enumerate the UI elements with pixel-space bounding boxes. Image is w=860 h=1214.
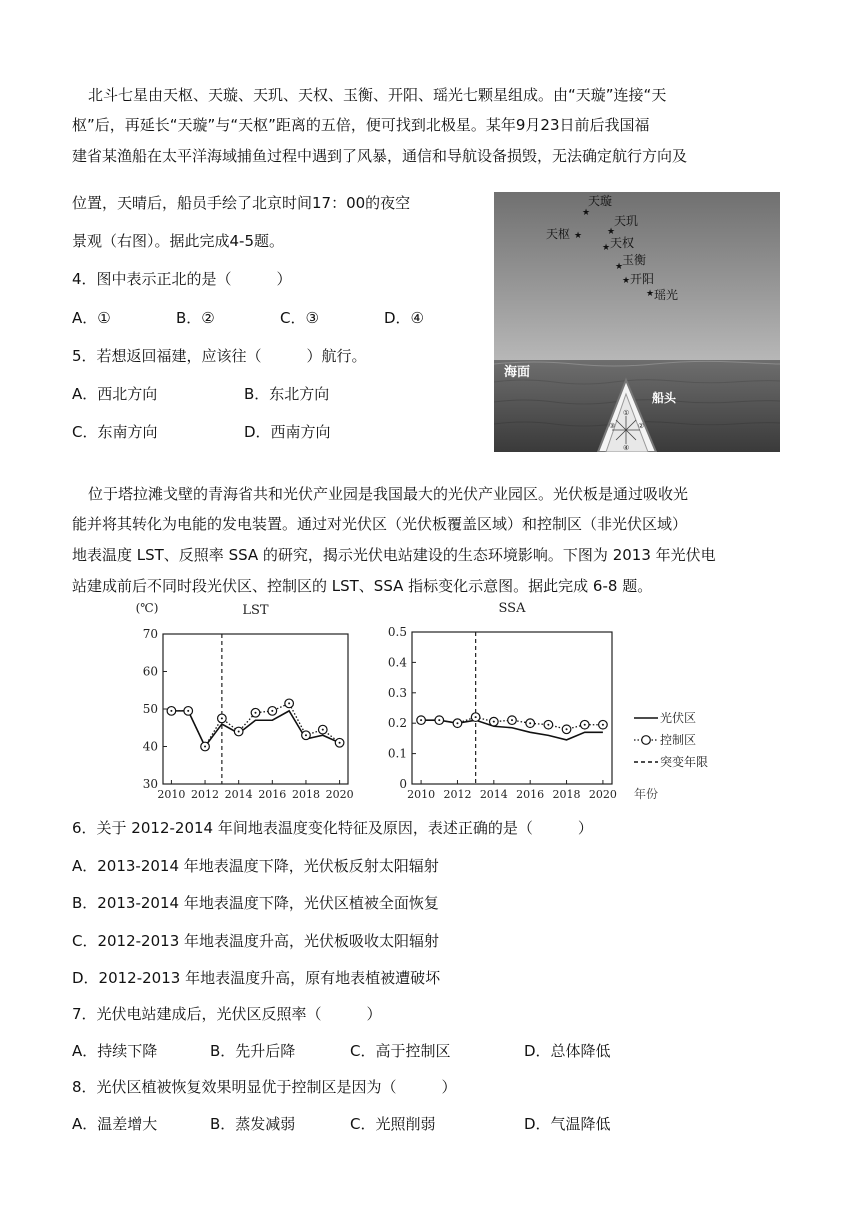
series-point-control-dot xyxy=(170,710,172,712)
series-point-control-dot xyxy=(322,729,324,731)
series-point-control-dot xyxy=(584,724,586,726)
q5-option-b[interactable]: B．东北方向 xyxy=(244,385,330,403)
series-point-control-dot xyxy=(438,719,440,721)
x-tick-label: 2012 xyxy=(443,788,472,801)
star-icon: ★ xyxy=(607,227,616,237)
series-point-control-dot xyxy=(456,722,458,724)
passage1-line3: 建省某渔船在太平洋海域捕鱼过程中遇到了风暴，通信和导航设备损毁，无法确定航行方向及 xyxy=(72,147,688,165)
q7-option-c[interactable]: C．高于控制区 xyxy=(350,1042,451,1060)
q7-stem: 7．光伏电站建成后，光伏区反照率（ ） xyxy=(72,1005,382,1023)
passage1-line4: 位置，天晴后，船员手绘了北京时间17：00的夜空 xyxy=(72,194,411,212)
legend-marker-control xyxy=(642,736,651,745)
y-tick-label: 0.3 xyxy=(387,685,407,700)
q5-option-a[interactable]: A．西北方向 xyxy=(72,385,158,403)
x-tick-label: 2016 xyxy=(258,788,287,801)
series-point-control-dot xyxy=(475,716,477,718)
star-icon: ★ xyxy=(582,208,591,218)
x-tick-label: 2018 xyxy=(291,788,320,801)
star-icon: ★ xyxy=(646,289,655,299)
legend-label-breakpoint: 突变年限 xyxy=(660,755,709,769)
sea-label: 海面 xyxy=(504,365,531,380)
x-tick-label: 2010 xyxy=(407,788,436,801)
q8-stem: 8．光伏区植被恢复效果明显优于控制区是因为（ ） xyxy=(72,1078,457,1096)
series-point-control-dot xyxy=(529,722,531,724)
passage2-line3: 地表温度 LST、反照率 SSA 的研究，揭示光伏电站建设的生态环境影响。下图为 2013 年光伏电 xyxy=(72,546,716,564)
legend-label-control: 控制区 xyxy=(660,733,697,747)
star-label-tianxuan: 天璇 xyxy=(588,194,613,208)
y-tick-label: 0 xyxy=(399,777,407,791)
y-tick-label: 70 xyxy=(142,627,158,641)
y-tick-label: 0.2 xyxy=(387,716,407,731)
series-point-control-dot xyxy=(493,721,495,723)
q6-option-d[interactable]: D．2012-2013 年地表温度升高，原有地表植被遭破坏 xyxy=(72,969,441,987)
x-tick-label: 2020 xyxy=(325,788,354,801)
chart-ssa xyxy=(412,632,658,784)
series-point-control-dot xyxy=(305,734,307,736)
passage2-line4: 站建成前后不同时段光伏区、控制区的 LST、SSA 指标变化示意图。据此完成 6-8 题。 xyxy=(72,577,653,595)
q6-option-b[interactable]: B．2013-2014 年地表温度下降，光伏区植被全面恢复 xyxy=(72,894,439,912)
x-tick-label: 2016 xyxy=(516,788,545,801)
passage2-line2: 能并将其转化为电能的发电装置。通过对光伏区（光伏板覆盖区域）和控制区（非光伏区域） xyxy=(72,515,688,533)
q6-stem: 6．关于 2012-2014 年间地表温度变化特征及原因，表述正确的是（ ） xyxy=(72,819,593,837)
y-tick-label: 50 xyxy=(142,702,158,716)
series-point-control-dot xyxy=(547,724,549,726)
passage1-line1: 北斗七星由天枢、天璇、天玑、天权、玉衡、开阳、瑶光七颗星组成。由“天璇”连接“天 xyxy=(88,86,667,104)
q7-option-d[interactable]: D．总体降低 xyxy=(524,1042,611,1060)
star-icon: ★ xyxy=(574,231,583,241)
series-point-control-dot xyxy=(238,731,240,733)
series-point-control-dot xyxy=(271,710,273,712)
x-tick-label: 2014 xyxy=(479,788,508,801)
chart-title: SSA xyxy=(498,601,526,616)
q8-option-a[interactable]: A．温差增大 xyxy=(72,1115,158,1133)
y-tick-label: 60 xyxy=(142,664,158,679)
passage1-line2: 枢”后，再延长“天璇”与“天枢”距离的五倍，便可找到北极星。某年9月23日前后我国福 xyxy=(72,116,650,134)
series-point-control-dot xyxy=(602,724,604,726)
lst-ssa-charts xyxy=(120,598,740,808)
plot-frame xyxy=(412,632,612,784)
q5-stem: 5．若想返回福建，应该往（ ）航行。 xyxy=(72,347,367,365)
star-icon: ★ xyxy=(602,243,611,253)
star-label-yuheng: 玉衡 xyxy=(622,253,647,267)
q5-option-c[interactable]: C．东南方向 xyxy=(72,423,158,441)
x-axis-label: 年份 xyxy=(634,787,659,801)
q4-option-b[interactable]: B．② xyxy=(176,309,215,327)
y-tick-label: 30 xyxy=(142,777,158,791)
series-point-control-dot xyxy=(339,742,341,744)
compass-mark-2: ② xyxy=(638,422,645,430)
series-point-control-dot xyxy=(221,717,223,719)
star-icon: ★ xyxy=(615,262,624,272)
y-tick-label: 40 xyxy=(142,739,158,754)
chart-title: LST xyxy=(242,603,269,618)
x-tick-label: 2012 xyxy=(191,788,220,801)
q6-option-c[interactable]: C．2012-2013 年地表温度升高，光伏板吸收太阳辐射 xyxy=(72,932,440,950)
star-label-tianshu: 天枢 xyxy=(546,227,571,241)
q4-stem: 4．图中表示正北的是（ ） xyxy=(72,270,292,288)
x-tick-label: 2018 xyxy=(552,788,581,801)
series-point-control-dot xyxy=(511,719,513,721)
chart-lst xyxy=(163,634,348,784)
q5-option-d[interactable]: D．西南方向 xyxy=(244,423,331,441)
star-label-tianji: 天玑 xyxy=(614,214,639,228)
series-point-control-dot xyxy=(566,728,568,730)
x-tick-label: 2014 xyxy=(224,788,253,801)
series-point-control-dot xyxy=(420,719,422,721)
series-point-control-dot xyxy=(255,712,257,714)
series-point-control-dot xyxy=(288,702,290,704)
q4-option-a[interactable]: A．① xyxy=(72,309,111,327)
y-tick-label: 0.4 xyxy=(387,655,407,670)
q7-option-b[interactable]: B．先升后降 xyxy=(210,1042,296,1060)
y-tick-label: 0.1 xyxy=(387,746,407,761)
q8-option-b[interactable]: B．蒸发减弱 xyxy=(210,1115,296,1133)
night-sky-figure xyxy=(494,192,780,452)
q8-option-d[interactable]: D．气温降低 xyxy=(524,1115,611,1133)
series-point-control-dot xyxy=(187,710,189,712)
bow-label: 船头 xyxy=(652,391,677,405)
legend-label-pv: 光伏区 xyxy=(660,711,697,725)
star-label-yaoguang: 瑶光 xyxy=(654,288,679,302)
passage2-line1: 位于塔拉滩戈壁的青海省共和光伏产业园是我国最大的光伏产业园区。光伏板是通过吸收光 xyxy=(88,485,689,503)
y-tick-label: 0.5 xyxy=(387,625,407,639)
compass-mark-3: ③ xyxy=(609,422,616,430)
compass-icon xyxy=(612,416,640,444)
q8-option-c[interactable]: C．光照削弱 xyxy=(350,1115,436,1133)
star-label-tianquan: 天权 xyxy=(610,236,635,250)
compass-mark-1: ① xyxy=(623,409,630,417)
compass-mark-4: ④ xyxy=(623,444,630,452)
star-icon: ★ xyxy=(622,276,631,286)
series-point-control-dot xyxy=(204,746,206,748)
q7-option-a[interactable]: A．持续下降 xyxy=(72,1042,158,1060)
x-tick-label: 2010 xyxy=(157,788,186,801)
q4-option-d[interactable]: D．④ xyxy=(384,309,424,327)
x-tick-label: 2020 xyxy=(588,788,617,801)
q6-option-a[interactable]: A．2013-2014 年地表温度下降，光伏板反射太阳辐射 xyxy=(72,857,439,875)
star-label-kaiyang: 开阳 xyxy=(630,272,655,286)
passage1-line5: 景观（右图）。据此完成4-5题。 xyxy=(72,232,285,250)
q4-option-c[interactable]: C．③ xyxy=(280,309,319,327)
y-axis-label: (℃) xyxy=(135,601,159,615)
